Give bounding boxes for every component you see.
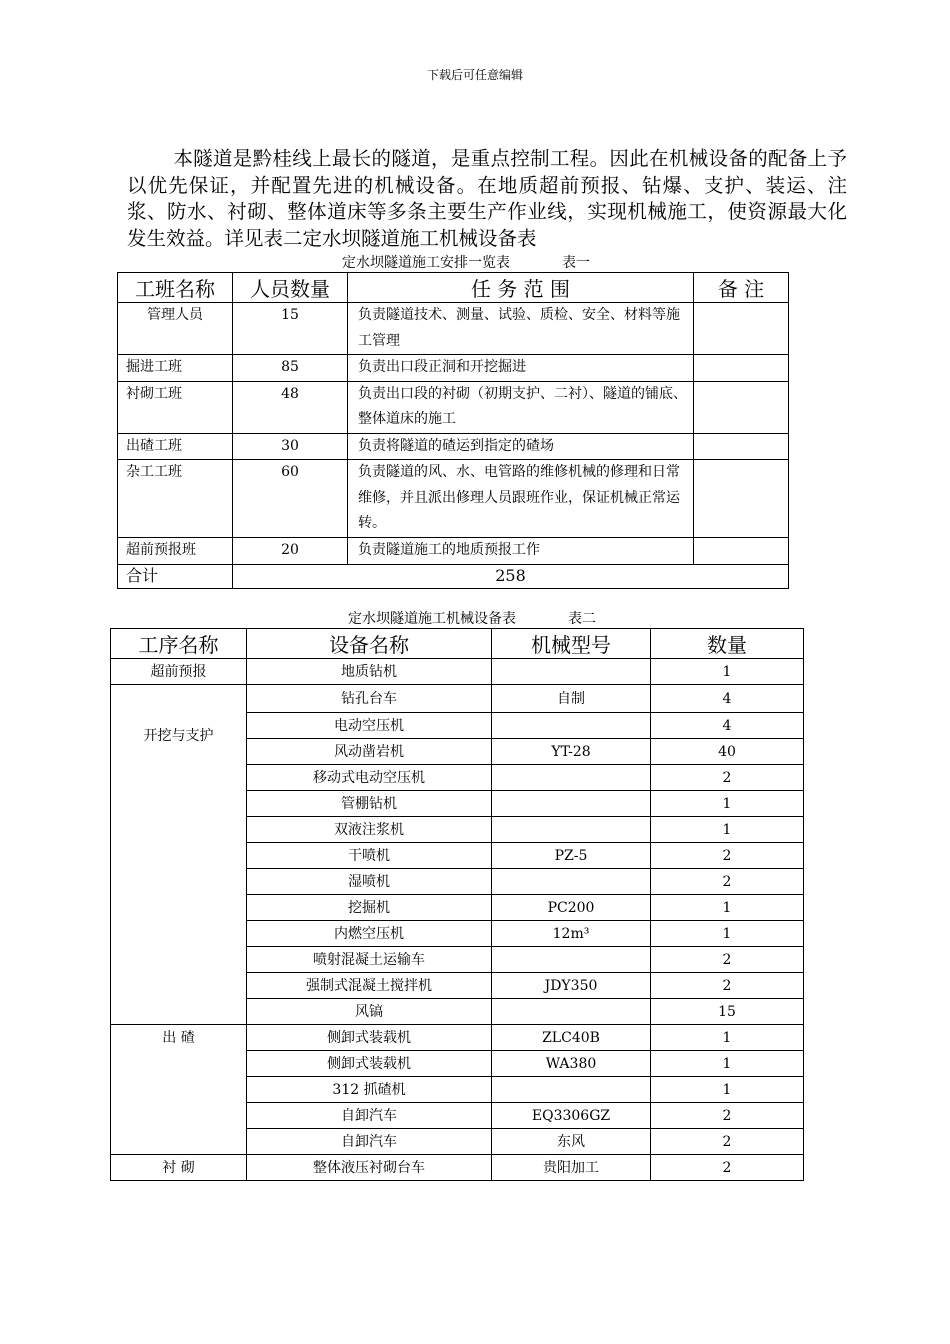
crew-remark (694, 538, 789, 565)
crew-task: 负责隧道的风、水、电管路的维修机械的修理和日常维修，并且派出修理人员跟班作业，保证机械正常运转。 (348, 460, 694, 538)
crew-name: 超前预报班 (118, 538, 233, 565)
equipment-model (492, 1077, 651, 1103)
table1-header-cell: 备 注 (694, 273, 789, 303)
table2-header-cell: 数量 (651, 629, 804, 659)
equipment-name: 侧卸式装载机 (247, 1025, 492, 1051)
equipment-qty: 4 (651, 685, 804, 713)
equipment-name: 风镐 (247, 999, 492, 1025)
crew-arrangement-table (117, 272, 789, 589)
process-name: 衬 砌 (111, 1155, 247, 1181)
table1-tag: 表一 (562, 255, 590, 271)
equipment-name: 电动空压机 (247, 713, 492, 739)
crew-name: 衬砌工班 (118, 381, 233, 433)
crew-task: 负责出口段的衬砌（初期支护、二衬）、隧道的铺底、整体道床的施工 (348, 381, 694, 433)
equipment-name: 干喷机 (247, 843, 492, 869)
equipment-name: 整体液压衬砌台车 (247, 1155, 492, 1181)
equipment-qty: 2 (651, 1129, 804, 1155)
intro-paragraph (127, 146, 847, 252)
table-row (118, 355, 789, 382)
crew-task: 负责将隧道的碴运到指定的碴场 (348, 433, 694, 460)
equipment-qty: 2 (651, 947, 804, 973)
equipment-model: YT-28 (492, 739, 651, 765)
equipment-qty: 2 (651, 1103, 804, 1129)
table1-header-cell: 人员数量 (233, 273, 348, 303)
equipment-model (492, 999, 651, 1025)
crew-name: 杂工工班 (118, 460, 233, 538)
equipment-model: PZ-5 (492, 843, 651, 869)
equipment-model (492, 869, 651, 895)
table1-header-cell: 任 务 范 围 (348, 273, 694, 303)
equipment-name: 湿喷机 (247, 869, 492, 895)
equipment-qty: 1 (651, 791, 804, 817)
table-row (118, 433, 789, 460)
table2-caption (348, 608, 596, 628)
equipment-qty: 1 (651, 1077, 804, 1103)
equipment-qty: 40 (651, 739, 804, 765)
table2-tag: 表二 (568, 611, 596, 627)
table-row (111, 685, 804, 713)
equipment-model (492, 817, 651, 843)
equipment-name: 内燃空压机 (247, 921, 492, 947)
crew-remark (694, 381, 789, 433)
equipment-qty: 2 (651, 843, 804, 869)
equipment-qty: 1 (651, 895, 804, 921)
table-row (118, 538, 789, 565)
equipment-name: 双液注浆机 (247, 817, 492, 843)
equipment-qty: 1 (651, 1051, 804, 1077)
table-row (118, 303, 789, 355)
equipment-qty: 1 (651, 921, 804, 947)
equipment-qty: 1 (651, 659, 804, 685)
equipment-qty: 2 (651, 973, 804, 999)
total-value: 258 (233, 564, 789, 588)
table2-header-row (111, 629, 804, 659)
equipment-qty: 2 (651, 869, 804, 895)
table1-header-cell: 工班名称 (118, 273, 233, 303)
process-name: 超前预报 (111, 659, 247, 685)
header-note: 下载后可任意编辑 (426, 68, 523, 82)
crew-task: 负责出口段正洞和开挖掘进 (348, 355, 694, 382)
table1-total-row (118, 564, 789, 588)
equipment-model: WA380 (492, 1051, 651, 1077)
equipment-model: EQ3306GZ (492, 1103, 651, 1129)
crew-remark (694, 303, 789, 355)
equipment-name: 挖掘机 (247, 895, 492, 921)
equipment-qty: 4 (651, 713, 804, 739)
equipment-name: 312 抓碴机 (247, 1077, 492, 1103)
equipment-model: 东风 (492, 1129, 651, 1155)
table1-header-row (118, 273, 789, 303)
crew-count: 48 (233, 381, 348, 433)
table-row (111, 1025, 804, 1051)
equipment-name: 自卸汽车 (247, 1129, 492, 1155)
equipment-model: JDY350 (492, 973, 651, 999)
equipment-qty: 15 (651, 999, 804, 1025)
process-name: 开挖与支护 (111, 685, 247, 1025)
intro-text: 本隧道是黔桂线上最长的隧道，是重点控制工程。因此在机械设备的配备上予以优先保证，并配置先进的机械设备。在地质超前预报、钻爆、支护、装运、注浆、防水、衬砌、整体道床等多条主要生产作业线，实现机械施工，使资源最大化发生效益。详见表二定水坝隧道施工机械设备表 (127, 147, 847, 250)
table2-header-cell: 工序名称 (111, 629, 247, 659)
equipment-model (492, 765, 651, 791)
equipment-name: 风动凿岩机 (247, 739, 492, 765)
equipment-qty: 1 (651, 1025, 804, 1051)
equipment-model (492, 659, 651, 685)
table2-header-cell: 机械型号 (492, 629, 651, 659)
equipment-qty: 1 (651, 817, 804, 843)
crew-remark (694, 433, 789, 460)
crew-count: 85 (233, 355, 348, 382)
table-row (111, 659, 804, 685)
equipment-name: 自卸汽车 (247, 1103, 492, 1129)
crew-name: 管理人员 (118, 303, 233, 355)
crew-task: 负责隧道技术、测量、试验、质检、安全、材料等施工管理 (348, 303, 694, 355)
equipment-qty: 2 (651, 1155, 804, 1181)
equipment-model (492, 713, 651, 739)
equipment-name: 管棚钻机 (247, 791, 492, 817)
equipment-name: 强制式混凝土搅拌机 (247, 973, 492, 999)
equipment-name: 移动式电动空压机 (247, 765, 492, 791)
crew-task: 负责隧道施工的地质预报工作 (348, 538, 694, 565)
crew-name: 出碴工班 (118, 433, 233, 460)
equipment-model (492, 791, 651, 817)
equipment-model: 自制 (492, 685, 651, 713)
equipment-name: 钻孔台车 (247, 685, 492, 713)
crew-count: 15 (233, 303, 348, 355)
equipment-qty: 2 (651, 765, 804, 791)
crew-count: 20 (233, 538, 348, 565)
equipment-name: 地质钻机 (247, 659, 492, 685)
equipment-model: ZLC40B (492, 1025, 651, 1051)
table-row (118, 460, 789, 538)
table2-header-cell: 设备名称 (247, 629, 492, 659)
crew-count: 30 (233, 433, 348, 460)
equipment-name: 侧卸式装载机 (247, 1051, 492, 1077)
crew-remark (694, 355, 789, 382)
crew-count: 60 (233, 460, 348, 538)
total-label: 合计 (118, 564, 233, 588)
equipment-table (110, 628, 804, 1181)
equipment-model: 12m³ (492, 921, 651, 947)
table1-caption (342, 252, 590, 272)
crew-remark (694, 460, 789, 538)
equipment-name: 喷射混凝土运输车 (247, 947, 492, 973)
equipment-model: PC200 (492, 895, 651, 921)
table-row (111, 1155, 804, 1181)
table-row (118, 381, 789, 433)
table2-title: 定水坝隧道施工机械设备表 (348, 611, 516, 627)
process-name: 出 碴 (111, 1025, 247, 1155)
equipment-model: 贵阳加工 (492, 1155, 651, 1181)
crew-name: 掘进工班 (118, 355, 233, 382)
equipment-model (492, 947, 651, 973)
table1-title: 定水坝隧道施工安排一览表 (342, 255, 510, 271)
